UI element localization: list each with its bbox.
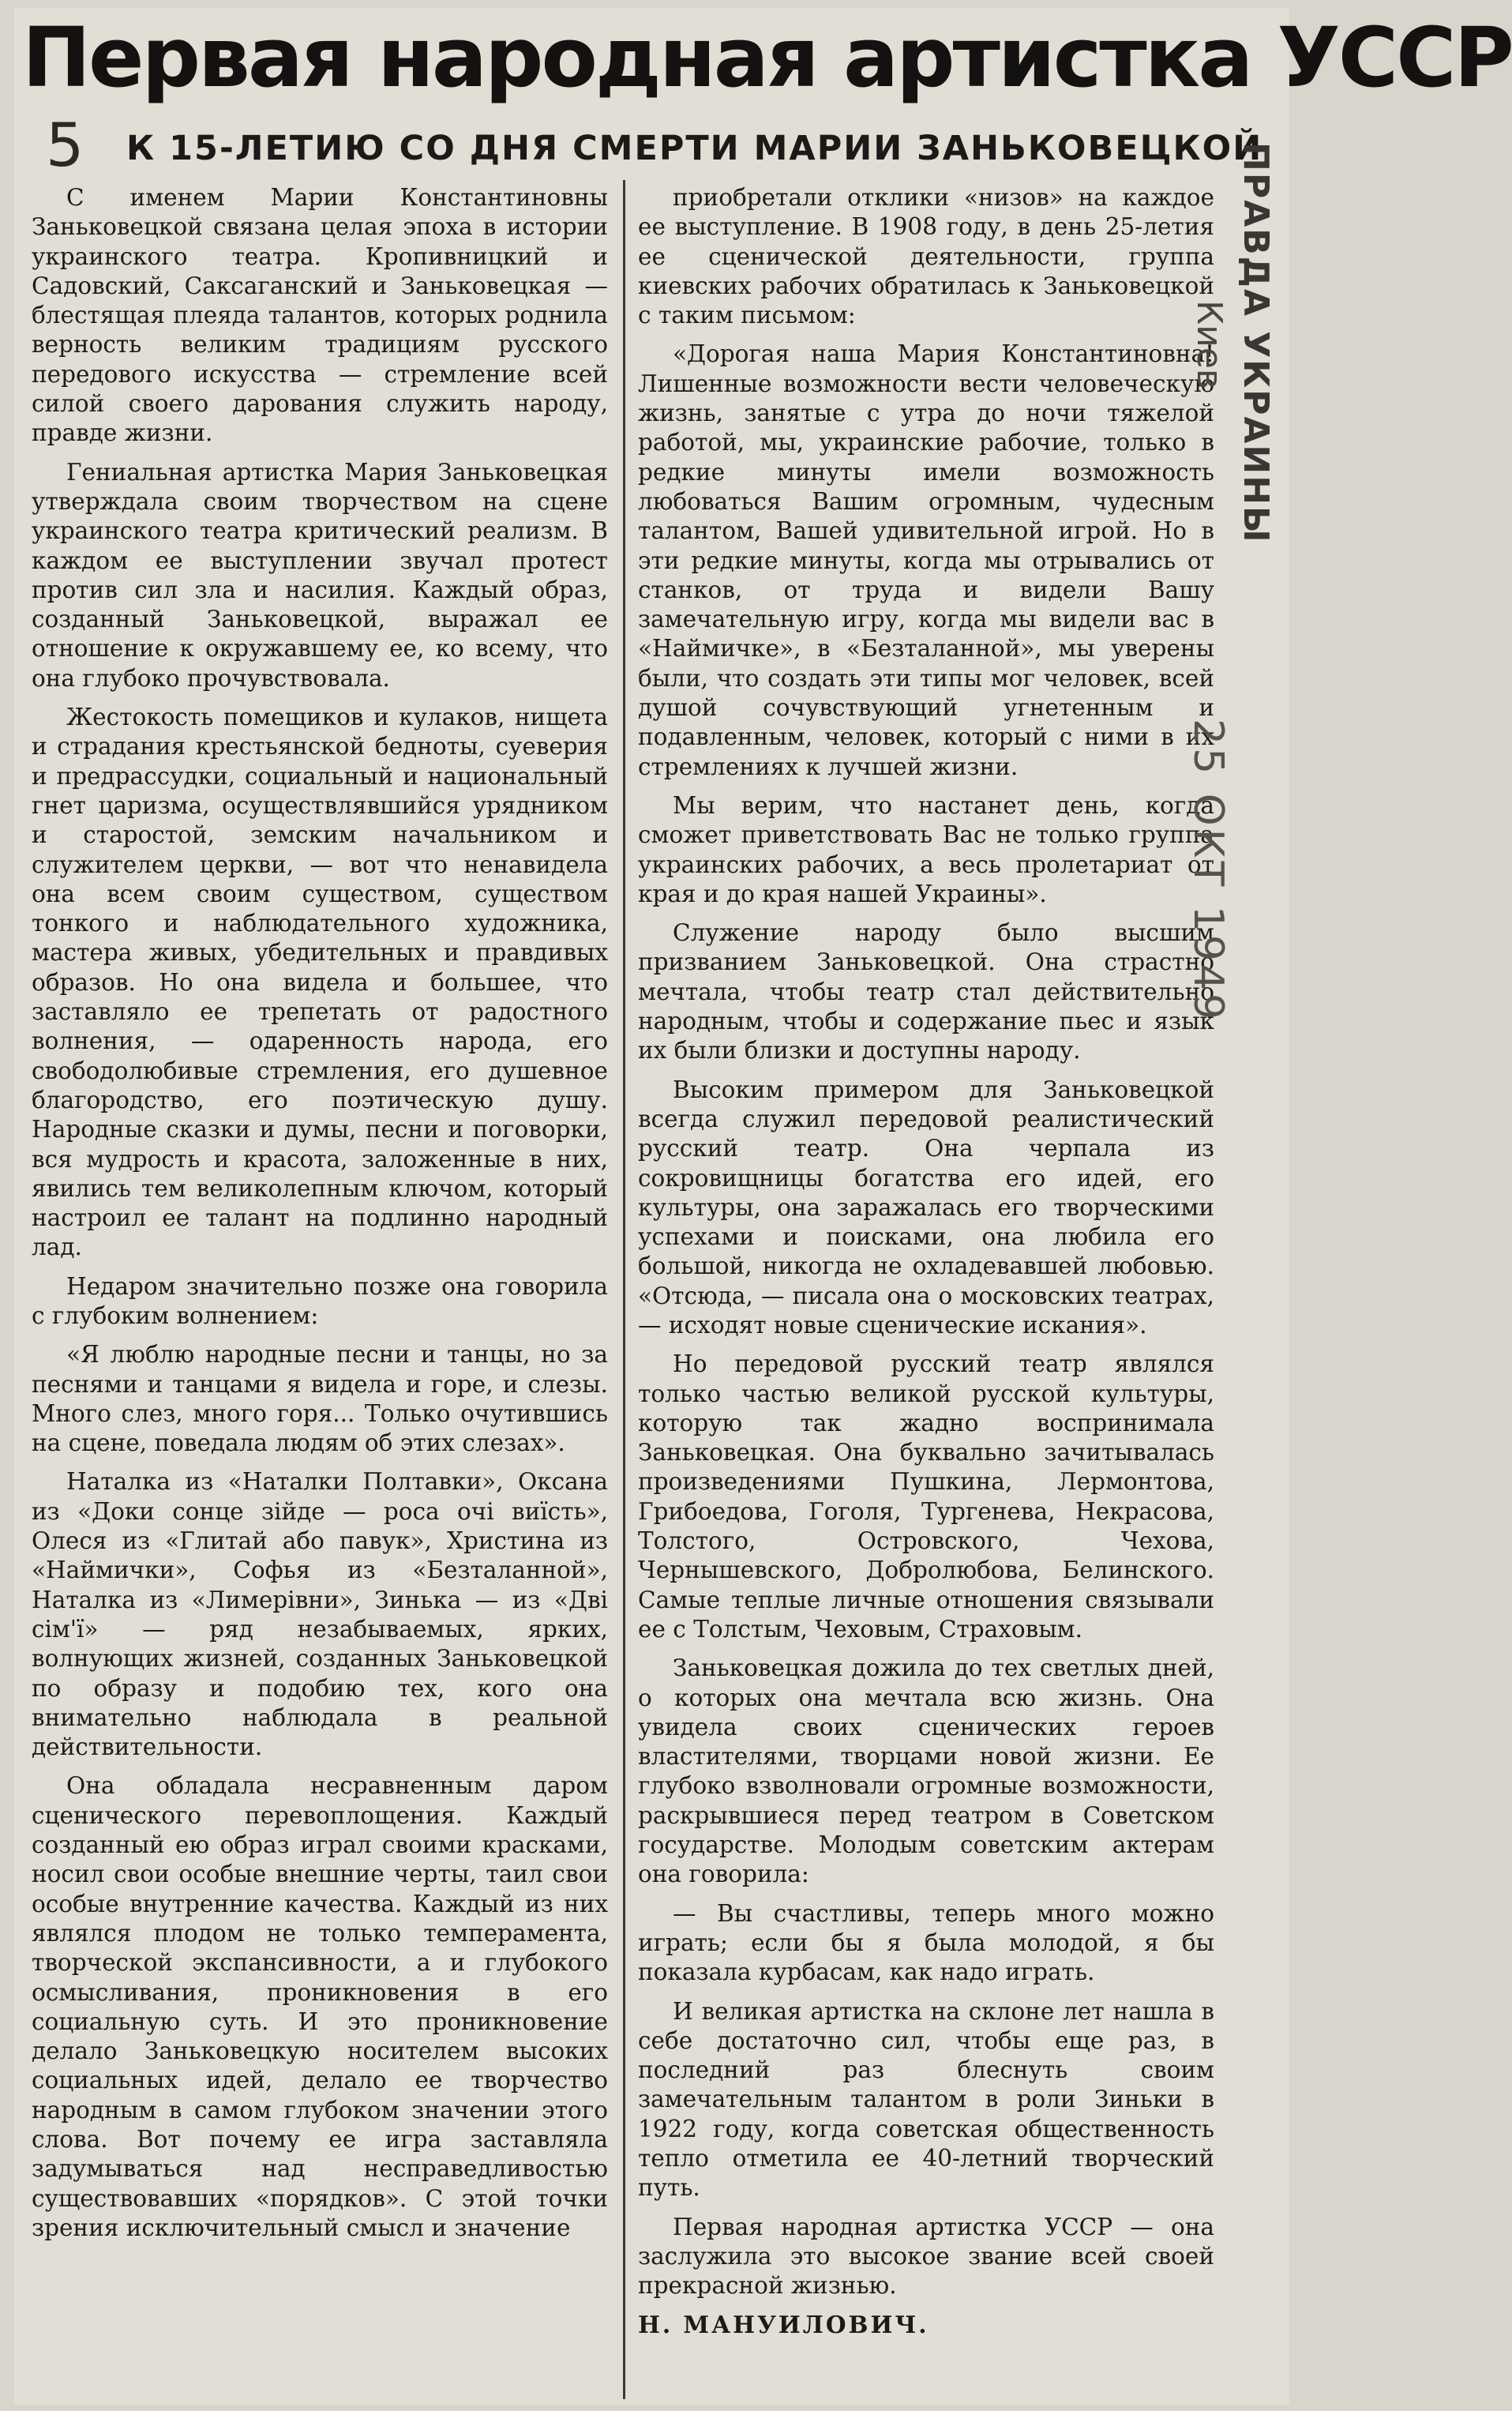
article-headline: Первая народная артистка УССР <box>22 9 1512 106</box>
paragraph: Жестокость помещиков и кулаков, нищета и страдания крестьянской бедноты, суеверия и предрассудки, социальный и национальный гнет царизма, осуществлявшийся урядником и старостой, земским начальником и служителем церкви, — вот что ненавидела она всем своим существом, существом тонкого и наблюдательного художника, мастера живых, убедительных и правдивых образов. Но она видела и большее, что заставляло ее трепетать от радостного волнения, — одаренность народа, его свободолюбивые стремления, его душевное благородство, его поэтическую душу. Народные сказки и думы, песни и поговорки, вся мудрость и красота, заложенные в них, явились тем великолепным ключом, который настроил ее талант на подлинно народный лад. <box>32 704 608 1261</box>
article-right-column <box>638 183 1214 2349</box>
column-divider <box>623 180 625 2399</box>
paragraph: приобретали отклики «низов» на каждое ее выступление. В 1908 году, в день 25-летия ее сценической деятельности, группа киевских рабочих обратилась к Заньковецкой с таким письмом: <box>638 184 1214 329</box>
paragraph: Первая народная артистка УССР — она заслужила это высокое звание всей своей прекрасной жизнью. <box>638 2213 1214 2300</box>
paragraph: Служение народу было высшим призванием Заньковецкой. Она страстно мечтала, чтобы театр стал действительно народным, чтобы и содержание пьес и язык их были близки и доступны народу. <box>638 919 1214 1065</box>
paragraph: Высоким примером для Заньковецкой всегда служил передовой реалистический русский театр. Она черпала из сокровищницы богатства его идей, его культуры, она заражалась его творческими успехами и поисками, она любила его большой, никогда не охладевавшей любовью. «Отсюда, — писала она о московских театрах, — исходят новые сценические искания». <box>638 1076 1214 1339</box>
handwritten-mark: 5 <box>46 110 84 180</box>
newspaper-source-label: ПРАВДА УКРАИНЫ <box>1236 142 1276 544</box>
article-subtitle: К 15-ЛЕТИЮ СО ДНЯ СМЕРТИ МАРИИ ЗАНЬКОВЕЦКОЙ <box>126 129 1263 168</box>
quote-paragraph: «Дорогая наша Мария Константиновна! Лишенные возможности вести человеческую жизнь, занятые с утра до ночи тяжелой работой, мы, украинские рабочие, только в редкие минуты имели возможность любоваться Вашим огромным, чудесным талантом, Вашей удивительной игрой. Но в эти редкие минуты, когда мы отрывались от станков, от труда и видели Вашу замечательную игру, когда мы видели вас в «Наймичке», в «Безталанной», мы уверены были, что создать эти типы мог человек, всей душой сочувствующий угнетенным и подавленным, человек, который с ними в их стремлениях к лучшей жизни. <box>638 340 1214 780</box>
paragraph: Гениальная артистка Мария Заньковецкая утверждала своим творчеством на сцене украинского театра критический реализм. В каждом ее выступлении звучал протест против сил зла и насилия. Каждый образ, созданный Заньковецкой, выражал ее отношение к окружавшему ее, ко всему, что она глубоко прочувствовала. <box>32 458 608 692</box>
paragraph: С именем Марии Константиновны Заньковецкой связана целая эпоха в истории украинского театра. Кропивницкий и Садовский, Саксаганский и Заньковецкая — блестящая плеяда талантов, которых роднила верность великим традициям русского передового искусства — стремление всей силой своего дарования служить народу, правде жизни. <box>32 184 608 447</box>
paragraph: Заньковецкая дожила до тех светлых дней, о которых она мечтала всю жизнь. Она увидела своих сценических героев властителями, творцами новой жизни. Ее глубоко взволновали огромные возможности, раскрывшиеся перед театром в Советском государстве. Молодым советским актерам она говорила: <box>638 1654 1214 1888</box>
author-signature: Н. МАНУИЛОВИЧ. <box>638 2311 929 2339</box>
paragraph: Она обладала несравненным даром сценического перевоплощения. Каждый созданный ею образ играл своими красками, носил свои особые внешние черты, таил свои особые внутренние качества. Каждый из них являлся плодом не только темперамента, творческой экспансивности, а и глубокого осмысливания, проникновения в его социальную суть. И это проникновение делало Заньковецкую носителем высоких социальных идей, делало ее творчество народным в самом глубоком значении этого слова. Вот почему ее игра заставляла задумываться над несправедливостью существовавших «порядков». С этой точки зрения исключительный смысл и значение <box>32 1772 608 2241</box>
paragraph: Наталка из «Наталки Полтавки», Оксана из «Доки сонце зійде — роса очі виїсть», Олеся из «Глитай або павук», Христина из «Наймички», Софья из «Безталанной», Наталка из «Лимерівни», Зинька — из «Дві сім'ї» — ряд незабываемых, ярких, волнующих жизней, созданных Заньковецкой по образу и подобию тех, кого она внимательно наблюдала в реальной действительности. <box>32 1468 608 1761</box>
source-city-label: Киев <box>1189 300 1229 389</box>
paragraph: Недаром значительно позже она говорила с глубоким волнением: <box>32 1272 608 1329</box>
quote-paragraph: Мы верим, что настанет день, когда сможет приветствовать Вас не только группа украинских рабочих, а весь пролетариат от края и до края нашей Украины». <box>638 791 1214 907</box>
article-left-column <box>32 183 608 2252</box>
paragraph: Но передовой русский театр являлся только частью великой русской культуры, которую так жадно воспринимала Заньковецкая. Она буквально зачитывалась произведениями Пушкина, Лермонтова, Грибоедова, Гоголя, Тургенева, Некрасова, Толстого, Островского, Чехова, Чернышевского, Добролюбова, Белинского. Самые теплые личные отношения связывали ее с Толстым, Чеховым, Страховым. <box>638 1350 1214 1643</box>
date-stamp: 25 ОКТ 1949 <box>1184 719 1232 1023</box>
quote-paragraph: «Я люблю народные песни и танцы, но за песнями и танцами я видела и горе, и слезы. Много слез, много горя... Только очутившись на сцене, поведала людям об этих слезах». <box>32 1341 608 1457</box>
paragraph: И великая артистка на склоне лет нашла в себе достаточно сил, чтобы еще раз, в последний раз блеснуть своим замечательным талантом в роли Зиньки в 1922 году, когда советская общественность тепло отметила ее 40-летний творческий путь. <box>638 1997 1214 2202</box>
paragraph: — Вы счастливы, теперь много можно играть; если бы я была молодой, я бы показала курбасам, как надо играть. <box>638 1899 1214 1986</box>
